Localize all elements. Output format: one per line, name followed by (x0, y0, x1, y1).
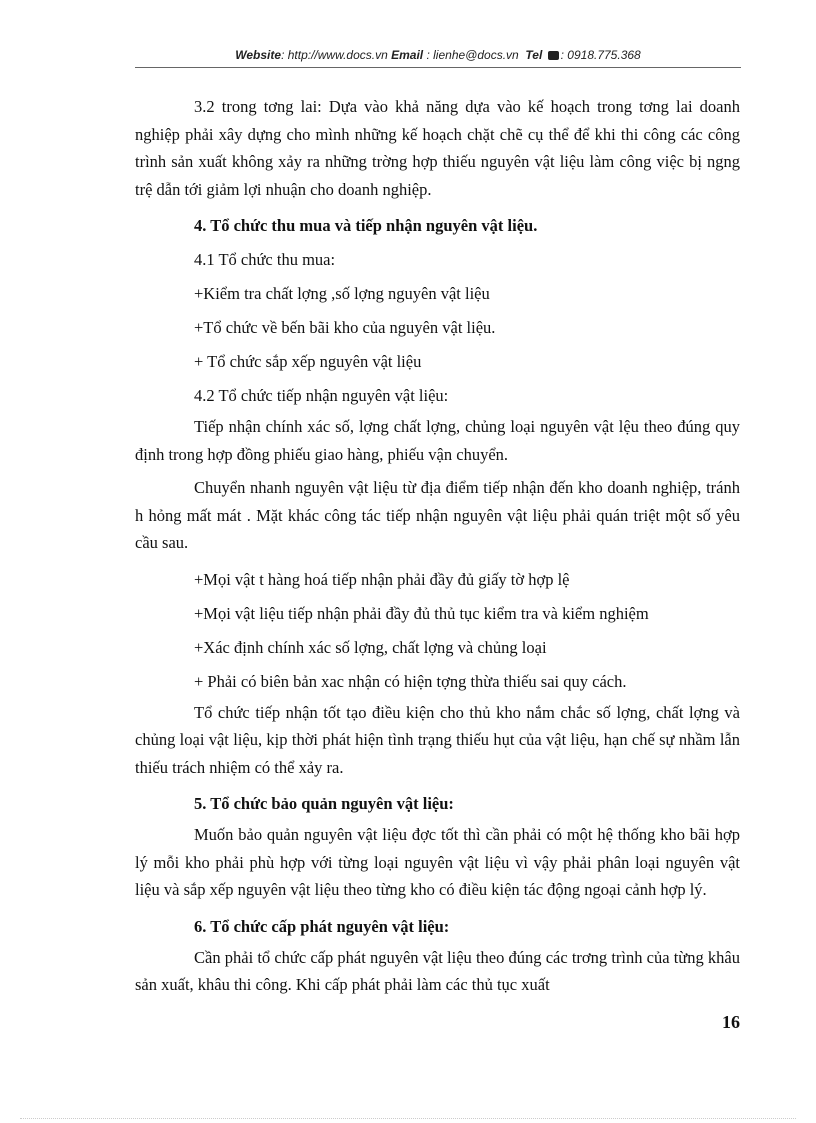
list-item: + Tổ chức sắp xếp nguyên vật liệu (194, 352, 422, 371)
subsection-4-1: 4.1 Tổ chức thu mua: (194, 250, 336, 269)
section-heading-5: 5. Tổ chức bảo quản nguyên vật liệu: (194, 794, 454, 813)
paragraph: Cần phải tổ chức cấp phát nguyên vật liệu theo đúng các trơng trình của từng khâu sản xuất, khâu thi công. Khi cấp phát phải làm các thủ tục xuất (135, 947, 740, 994)
paragraph-3-2: 3.2 trong tơng lai: Dựa vào khả năng dựa vào kế hoạch trong tơng lai doanh nghiệp phải xây dựng cho mình những kế hoạch chặt chẽ cụ thể để khi thi công các công trình sản xuất không xảy ra những trờng hợp thiếu nguyên vật liệu làm công việc bị ngng trệ dẫn tới giảm lợi nhuận cho doanh nghiệp. (135, 97, 740, 199)
phone-icon (548, 51, 559, 60)
tel-value: : 0918.775.368 (560, 48, 641, 62)
section-heading-4: 4. Tổ chức thu mua và tiếp nhận nguyên vật liệu. (194, 216, 538, 235)
website-label: Website (235, 48, 282, 62)
paragraph: Chuyển nhanh nguyên vật liệu từ địa điểm tiếp nhận đến kho doanh nghiệp, tránh h hỏng mất mát . Mặt khác công tác tiếp nhận nguyên vật liệu phải quán triệt một số yêu cầu sau. (135, 478, 740, 552)
list-item: +Xác định chính xác số lợng, chất lợng và chủng loại (194, 637, 547, 657)
page-body (135, 93, 740, 999)
website-value: : http://www.docs.vn (281, 48, 388, 62)
list-item: +Mọi vật liệu tiếp nhận phải đầy đủ thủ tục kiểm tra và kiểm nghiệm (194, 603, 649, 623)
section-heading-6: 6. Tổ chức cấp phát nguyên vật liệu: (194, 916, 450, 936)
header-rule (135, 67, 741, 68)
list-item: + Phải có biên bản xac nhận có hiện tợng thừa thiếu sai quy cách. (194, 671, 627, 691)
email-label: Email (391, 48, 424, 62)
paragraph: Muốn bảo quản nguyên vật liệu đợc tốt thì cần phải có một hệ thống kho bãi hợp lý mỗi kho phải phù hợp với từng loại nguyên vật liệu vì vậy phải phân loại nguyên vật liệu và sắp xếp nguyên vật liệu theo từng kho có điều kiện tác động ngoại cảnh hợp lý. (135, 825, 740, 899)
tel-label: Tel (525, 48, 543, 62)
page-number: 16 (722, 1012, 740, 1032)
subsection-4-2: 4.2 Tổ chức tiếp nhận nguyên vật liệu: (194, 386, 449, 405)
list-item: +Kiểm tra chất lợng ,số lợng nguyên vật liệu (194, 284, 490, 303)
list-item: +Tổ chức về bến bãi kho của nguyên vật liệu. (194, 318, 496, 337)
page-header (135, 48, 741, 68)
paragraph: Tiếp nhận chính xác số, lợng chất lợng, chủng loại nguyên vật lệu theo đúng quy định trong hợp đồng phiếu giao hàng, phiếu vận chuyển. (135, 417, 740, 464)
paragraph: Tổ chức tiếp nhận tốt tạo điều kiện cho thủ kho nắm chắc số lợng, chất lợng và chủng loại vật liệu, kịp thời phát hiện tình trạng thiếu hụt của vật liệu, hạn chế sự nhầm lẫn thiếu trách nhiệm có thể xảy ra. (135, 702, 740, 777)
email-value: : lienhe@docs.vn (423, 48, 519, 62)
list-item: +Mọi vật t hàng hoá tiếp nhận phải đầy đủ giấy tờ hợp lệ (194, 569, 570, 589)
footer-divider (20, 1118, 796, 1119)
